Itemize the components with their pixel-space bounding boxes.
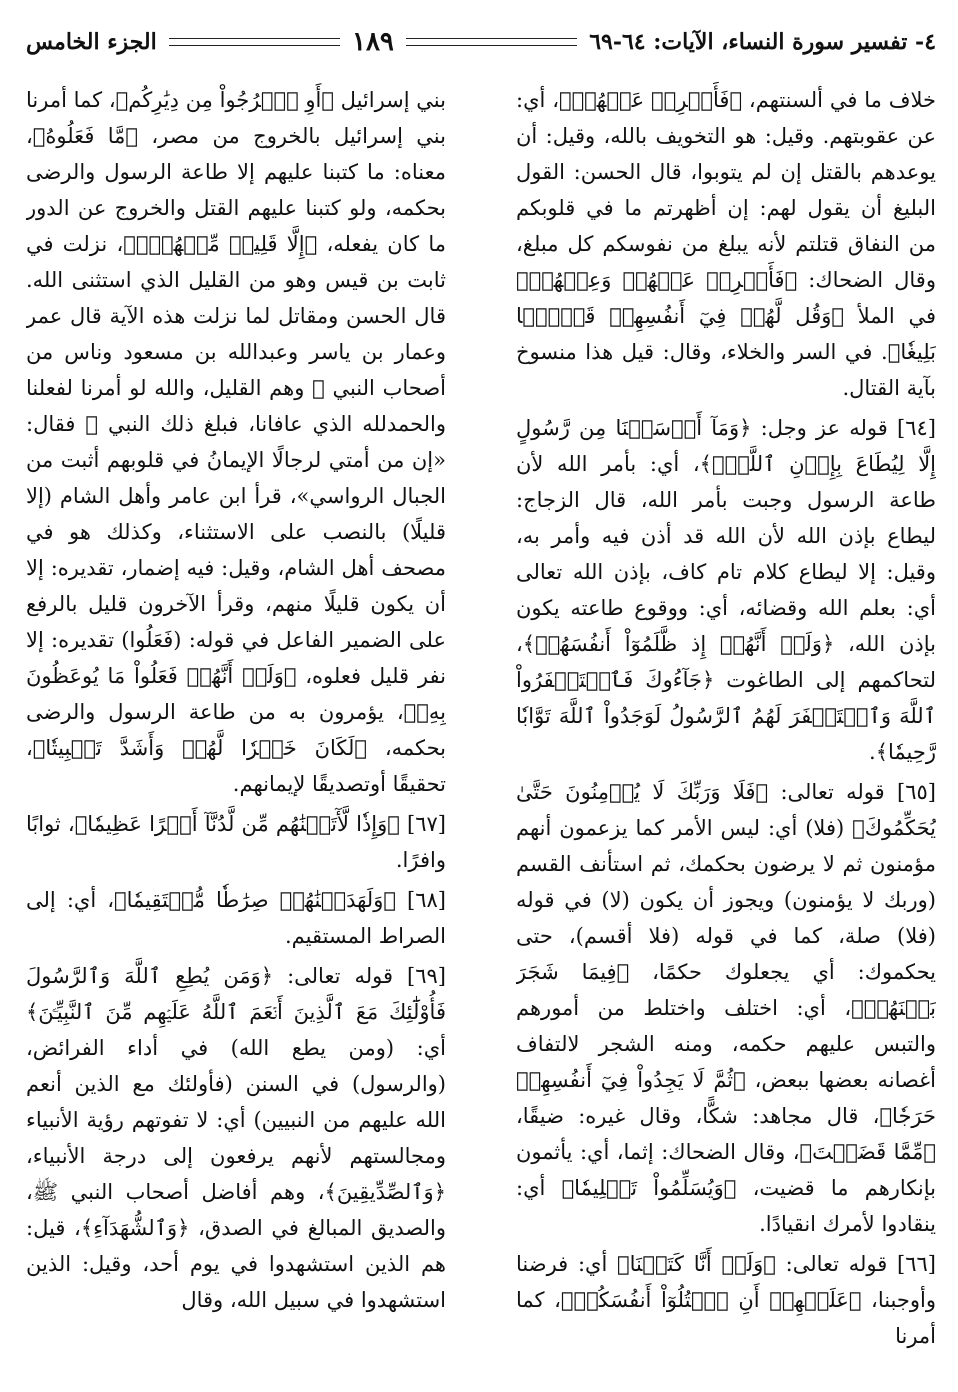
page-number: ١٨٩	[352, 27, 394, 57]
paragraph: [٦٦] قوله تعالى: ﴿وَلَوۡ أَنَّا كَتَبۡنَا﴾ أي: فرضنا وأوجبنا، ﴿عَلَيۡهِمۡ أَنِ ٱقۡتُلُوٓاْ أَنفُسَكُمۡ﴾، كما أمرنا	[516, 1252, 936, 1348]
paragraph: [٦٤] قوله عز وجل: ﴿وَمَآ أَرۡسَلۡنَا مِن رَّسُولٍ إِلَّا لِيُطَاعَ بِإِذۡنِ ٱللَّهِۚ﴾، أي: بأمر الله لأن طاعة الرسول وجبت بأمر الله، قال الزجاج: ليطاع بإذن الله لأن الله قد أذن فيه وأمر به، وقيل: إلا ليطاع كلام تام كاف، بإذن الله تعالى أي: بعلم الله وقضائه، أي: ووقوع طاعته يكون بإذن الله، ﴿وَلَوۡ أَنَّهُمۡ إِذ ظَّلَمُوٓاْ أَنفُسَهُمۡ﴾، لتحاكمهم إلى الطاغوت ﴿جَآءُوكَ فَٱسۡتَغۡفَرُواْ ٱللَّهَ وَٱسۡتَغۡفَرَ لَهُمُ ٱلرَّسُولُ لَوَجَدُواْ ٱللَّهَ تَوَّابٗا رَّحِيمٗا﴾.	[516, 416, 936, 764]
left-column	[26, 82, 446, 1382]
paragraph: [٦٧] ﴿وَإِذٗا لَّأٓتَيۡنَٰهُم مِّن لَّدُنَّآ أَجۡرًا عَظِيمٗا﴾، ثوابًا وافرًا.	[26, 812, 446, 872]
header-rule-right	[169, 38, 340, 46]
part-title: الجزء الخامس	[26, 29, 157, 55]
paragraph: [٦٥] قوله تعالى: ﴿فَلَا وَرَبِّكَ لَا يُؤۡمِنُونَ حَتَّىٰ يُحَكِّمُوكَ﴾ (فلا) أي: ليس الأمر كما يزعمون أنهم مؤمنون ثم لا يرضون بحكمك، ثم استأنف القسم (وربك لا يؤمنون) ويجوز أن يكون (لا) في قوله (فلا) صلة، كما في قوله (فلا أقسم)، حتى يحكموك: أي يجعلوك حكمًا، ﴿فِيمَا شَجَرَ بَيۡنَهُمۡ﴾، أي: اختلف واختلط من أمورهم والتبس عليهم حكمه، ومنه الشجر لالتفاف أغصانه بعضها ببعض، ﴿ثُمَّ لَا يَجِدُواْ فِيٓ أَنفُسِهِمۡ حَرَجٗا﴾، قال مجاهد: شكًّا، وقال غيره: ضيقًا، ﴿مِّمَّا قَضَيۡتَ﴾، وقال الضحاك: إثما، أي: يأثمون بإنكارهم ما قضيت، ﴿وَيُسَلِّمُواْ تَسۡلِيمٗا﴾ أي: ينقادوا لأمرك انقيادًا.	[516, 780, 936, 1236]
paragraph: خلاف ما في ألسنتهم، ﴿فَأَعۡرِضۡ عَنۡهُمۡ﴾، أي: عن عقوبتهم. وقيل: هو التخويف بالله، وقيل: أن يوعدهم بالقتل إن لم يتوبوا، قال الحسن: القول البليغ أن يقول لهم: إن أظهرتم ما في قلوبكم من النفاق قتلتم لأنه يبلغ من نفوسكم كل مبلغ، وقال الضحاك: ﴿فَأَعۡرِضۡ عَنۡهُمۡ وَعِظۡهُمۡ﴾ في الملأ ﴿وَقُل لَّهُمۡ فِيٓ أَنفُسِهِمۡ قَوۡلَۢا بَلِيغٗا﴾. في السر والخلاء، وقال: قيل هذا منسوخ بآية القتال.	[516, 88, 936, 400]
right-column	[516, 82, 936, 1382]
paragraph: [٦٨] ﴿وَلَهَدَيۡنَٰهُمۡ صِرَٰطٗا مُّسۡتَقِيمٗا﴾، أي: إلى الصراط المستقيم.	[26, 888, 446, 948]
page-header	[26, 22, 936, 62]
surah-title: ٤- تفسير سورة النساء، الآيات: ٦٤-٦٩	[589, 29, 937, 55]
paragraph: [٦٩] قوله تعالى: ﴿وَمَن يُطِعِ ٱللَّهَ وَٱلرَّسُولَ فَأُوْلَٰٓئِكَ مَعَ ٱلَّذِينَ أَنۡعَمَ ٱللَّهُ عَلَيۡهِم مِّنَ ٱلنَّبِيِّـۧنَ﴾ أي: (ومن يطع الله) في أداء الفرائض، (والرسول) في السنن (فأولئك مع الذين أنعم الله عليهم من النبيين) أي: لا تفوتهم رؤية الأنبياء ومجالستهم لأنهم يرفعون إلى درجة الأنبياء، ﴿وَٱلصِّدِّيقِينَ﴾، وهم أفاضل أصحاب النبي ﷺ، والصديق المبالغ في الصدق، ﴿وَٱلشُّهَدَآءِ﴾، قيل: هم الذين استشهدوا في يوم أحد، وقيل: الذين استشهدوا في سبيل الله، وقال	[26, 964, 446, 1312]
header-rule-left	[406, 38, 577, 46]
paragraph: بني إسرائيل ﴿أَوِ ٱخۡرُجُواْ مِن دِيَٰرِكُم﴾، كما أمرنا بني إسرائيل بالخروج من مصر، ﴿مَّا فَعَلُوهُ﴾، معناه: ما كتبنا عليهم إلا طاعة الرسول والرضى بحكمه، ولو كتبنا عليهم القتل والخروج عن الدور ما كان يفعله، ﴿إِلَّا قَلِيلٞ مِّنۡهُمۡۖ﴾، نزلت في ثابت بن قيس وهو من القليل الذي استثنى الله. قال الحسن ومقاتل لما نزلت هذه الآية قال عمر وعمار بن ياسر وعبدالله بن مسعود وناس من أصحاب النبي ﷺ وهم القليل، والله لو أمرنا لفعلنا والحمدلله الذي عافانا، فبلغ ذلك النبي ﷺ فقال: «إن من أمتي لرجالًا الإيمانُ في قلوبهم أثبت من الجبال الرواسي»، قرأ ابن عامر وأهل الشام (إلا قليلًا) بالنصب على الاستثناء، وكذلك هو في مصحف أهل الشام، وقيل: فيه إضمار، تقديره: إلا أن يكون قليلًا منهم، وقرأ الآخرون قليل بالرفع على الضمير الفاعل في قوله: (فَعَلُوا) تقديره: إلا نفر قليل فعلوه، ﴿وَلَوۡ أَنَّهُمۡ فَعَلُواْ مَا يُوعَظُونَ بِهِۦ﴾، يؤمرون به من طاعة الرسول والرضى بحكمه، ﴿لَكَانَ خَيۡرٗا لَّهُمۡ وَأَشَدَّ تَثۡبِيتٗا﴾، تحقيقًا أوتصديقًا لإيمانهم.	[26, 88, 446, 796]
